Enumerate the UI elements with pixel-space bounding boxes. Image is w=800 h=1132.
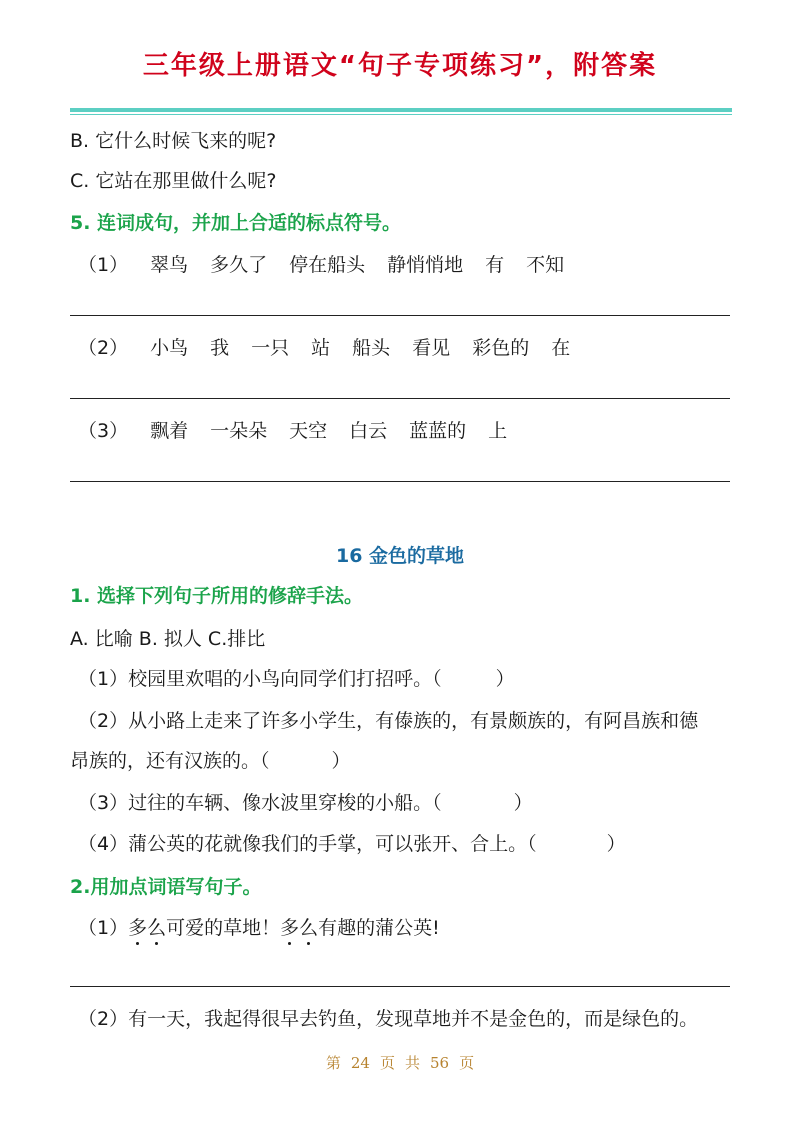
q2-item-1 — [78, 916, 440, 940]
q1-item-1 — [78, 667, 515, 691]
footer-prefix: 第 — [325, 1054, 341, 1072]
item-text: （1）校园里欢唱的小鸟向同学们打招呼。 — [78, 668, 433, 690]
answer-line[interactable] — [70, 315, 730, 316]
answer-line[interactable] — [70, 986, 730, 987]
answer-line[interactable] — [70, 481, 730, 482]
word: 翠鸟 — [150, 254, 189, 276]
q2-item-2: （2）有一天，我起得很早去钓鱼，发现草地并不是金色的，而是绿色的。 — [78, 1008, 699, 1030]
word: 飘着 — [150, 420, 189, 442]
q1-item-2: （2）从小路上走来了许多小学生，有傣族的，有景颇族的，有阿昌族和德 — [78, 710, 699, 732]
q5-item-3 — [78, 419, 507, 443]
question-1-heading: 1. 选择下列句子所用的修辞手法。 — [70, 585, 364, 607]
item-text: 有趣的蒲公英! — [318, 917, 440, 939]
word: 天空 — [289, 420, 328, 442]
answer-open-paren: （ — [527, 833, 537, 855]
word: 彩色的 — [472, 337, 530, 359]
word: 不知 — [526, 254, 565, 276]
answer-close-paren: ） — [513, 792, 533, 814]
item-text: 昂族的，还有汉族的。 — [70, 750, 261, 772]
page-title: 三年级上册语文“句子专项练习”，附答案 — [142, 51, 658, 81]
item-text: （4）蒲公英的花就像我们的手掌，可以张开、合上。 — [78, 833, 528, 855]
lesson-title: 16 金色的草地 — [335, 545, 465, 567]
header-divider — [70, 108, 732, 112]
word: 停在船头 — [289, 254, 366, 276]
answer-close-paren: ） — [495, 668, 515, 690]
answer-line[interactable] — [70, 398, 730, 399]
q1-item-2-continued — [70, 749, 351, 773]
answer-open-paren: （ — [260, 750, 270, 772]
emphasis-dotted-char: 多 — [128, 917, 148, 939]
question-5-heading: 5. 连词成句，并加上合适的标点符号。 — [70, 212, 402, 234]
word: 看见 — [412, 337, 451, 359]
item-number: （3） — [78, 420, 129, 442]
answer-close-paren: ） — [606, 833, 626, 855]
item-number: （1） — [78, 254, 129, 276]
answer-open-paren: （ — [432, 668, 442, 690]
word: 多久了 — [210, 254, 268, 276]
q1-item-3 — [78, 791, 533, 815]
q5-item-1 — [78, 253, 564, 277]
emphasis-dotted-char: 么 — [299, 917, 319, 939]
footer-mid2: 共 — [405, 1054, 421, 1072]
word: 有 — [485, 254, 505, 276]
answer-close-paren: ） — [331, 750, 351, 772]
word: 一朵朵 — [210, 420, 268, 442]
question-2-heading: 2.用加点词语写句子。 — [70, 876, 262, 898]
item-text: （3）过往的车辆、像水波里穿梭的小船。 — [78, 792, 433, 814]
item-number: （2） — [78, 337, 129, 359]
word: 在 — [551, 337, 571, 359]
footer-mid1: 页 — [379, 1054, 395, 1072]
word: 我 — [210, 337, 230, 359]
word: 船头 — [352, 337, 391, 359]
emphasis-dotted-char: 多 — [280, 917, 300, 939]
word: 蓝蓝的 — [409, 420, 467, 442]
word: 一只 — [251, 337, 290, 359]
current-page: 24 — [350, 1054, 370, 1072]
total-pages: 56 — [430, 1054, 450, 1072]
rhetoric-options: A. 比喻 B. 拟人 C.排比 — [70, 628, 266, 650]
answer-open-paren: （ — [432, 792, 442, 814]
word: 静悄悄地 — [387, 254, 464, 276]
word: 上 — [488, 420, 508, 442]
item-text: 可爱的草地！ — [166, 917, 281, 939]
emphasis-dotted-char: 么 — [147, 917, 167, 939]
item-number: （1） — [78, 917, 129, 939]
word: 小鸟 — [150, 337, 189, 359]
q5-item-2 — [78, 336, 570, 360]
word: 站 — [311, 337, 331, 359]
word: 白云 — [349, 420, 388, 442]
footer-suffix: 页 — [459, 1054, 475, 1072]
option-b: B. 它什么时候飞来的呢? — [70, 130, 277, 152]
option-c: C. 它站在那里做什么呢? — [70, 170, 277, 192]
q1-item-4 — [78, 832, 626, 856]
page-footer — [0, 1052, 800, 1073]
